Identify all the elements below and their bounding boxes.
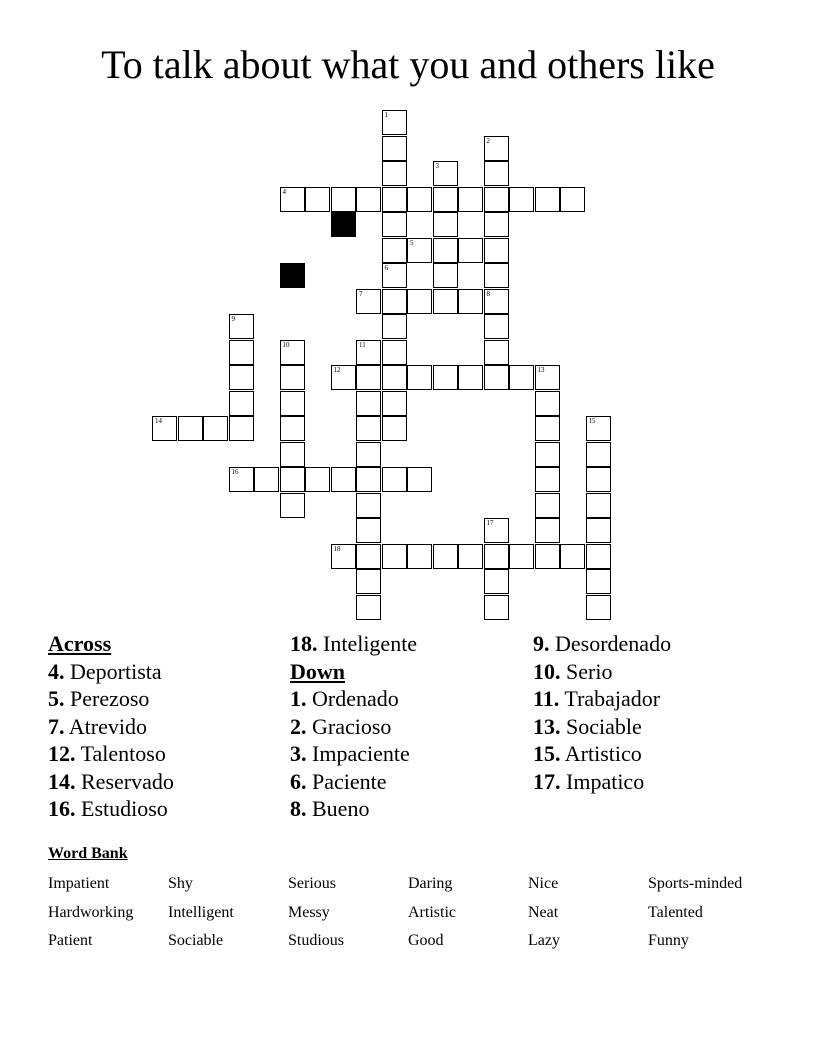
crossword-cell[interactable]: [356, 187, 381, 212]
crossword-cell[interactable]: [433, 289, 458, 314]
clue-text: Perezoso: [70, 686, 150, 711]
down-clue: [290, 768, 417, 796]
crossword-cell[interactable]: [331, 467, 356, 492]
cell-number: 16: [231, 468, 239, 476]
crossword-cell[interactable]: [535, 416, 560, 441]
crossword-cell[interactable]: [382, 365, 407, 390]
clue-text: Inteligente: [323, 631, 418, 656]
crossword-cell[interactable]: [535, 391, 560, 416]
crossword-cell[interactable]: [178, 416, 203, 441]
crossword-cell[interactable]: [356, 365, 381, 390]
crossword-cell[interactable]: [382, 238, 407, 263]
clue-text: Artistico: [564, 741, 642, 766]
crossword-cell[interactable]: [560, 187, 585, 212]
crossword-cell[interactable]: [356, 518, 381, 543]
clue-text: Talentoso: [80, 741, 166, 766]
clue-text: Sociable: [566, 713, 642, 739]
crossword-cell[interactable]: [535, 493, 560, 518]
crossword-cell[interactable]: [586, 544, 611, 569]
clue-number: 15.: [533, 741, 561, 766]
page-title: To talk about what you and others like: [101, 42, 715, 87]
cell-number: 11: [359, 340, 366, 349]
crossword-cell[interactable]: [433, 212, 458, 237]
word-bank-word: Impatient: [48, 875, 110, 892]
crossword-cell[interactable]: [382, 416, 407, 441]
crossword-cell[interactable]: [229, 416, 254, 441]
crossword-cell[interactable]: [586, 595, 611, 620]
crossword-cell[interactable]: [331, 365, 356, 390]
clue-number: 18.: [290, 631, 318, 656]
crossword-cell[interactable]: [382, 544, 407, 569]
cell-number: 1: [384, 111, 388, 119]
crossword-cell[interactable]: [407, 289, 432, 314]
crossword-cell[interactable]: [484, 238, 509, 263]
clue-text: Serio: [566, 658, 613, 684]
across-clue: [290, 630, 417, 658]
down-clue: [533, 768, 671, 796]
crossword-cell[interactable]: [535, 467, 560, 492]
crossword-cell[interactable]: [331, 187, 356, 212]
across-clue: [48, 740, 174, 768]
crossword-cell[interactable]: [535, 544, 560, 569]
clue-number: 7.: [48, 713, 65, 739]
crossword-cell[interactable]: [484, 263, 509, 288]
word-bank-title: Word Bank: [48, 845, 128, 862]
clue-text: Trabajador: [564, 686, 661, 711]
word-bank-word: Talented: [648, 903, 703, 921]
crossword-cell[interactable]: [152, 416, 177, 441]
clues-column-1: [48, 630, 174, 823]
cell-number: 12: [333, 366, 341, 374]
word-bank-word: Daring: [408, 875, 453, 892]
clue-text: Paciente: [312, 768, 387, 794]
crossword-cell[interactable]: [203, 416, 228, 441]
down-clue: [533, 658, 671, 686]
down-clue: [290, 685, 417, 713]
crossword-cell[interactable]: [433, 263, 458, 288]
crossword-cell[interactable]: [356, 493, 381, 518]
crossword-cell[interactable]: [458, 289, 483, 314]
crossword-cell[interactable]: [509, 544, 534, 569]
across-clue: [48, 685, 174, 713]
clue-number: 14.: [48, 768, 76, 794]
clue-number: 9.: [533, 631, 550, 656]
crossword-cell[interactable]: [331, 544, 356, 569]
crossword-cell[interactable]: [280, 340, 305, 365]
down-clue: [290, 795, 417, 823]
crossword-cell[interactable]: [560, 544, 585, 569]
cell-number: 18: [333, 544, 341, 553]
word-bank-word: Messy: [288, 903, 330, 921]
crossword-cell[interactable]: [382, 391, 407, 416]
crossword-cell[interactable]: [484, 569, 509, 594]
word-bank-word: Studious: [288, 932, 345, 949]
crossword-cell[interactable]: [382, 212, 407, 237]
crossword-cell[interactable]: [356, 416, 381, 441]
word-bank-word: Nice: [528, 875, 559, 892]
crossword-cell[interactable]: [407, 238, 432, 263]
clue-text: Impatico: [566, 768, 645, 794]
crossword-cell[interactable]: [382, 110, 407, 135]
crossword-cell[interactable]: [586, 442, 611, 467]
crossword-cell[interactable]: [433, 187, 458, 212]
crossword-cell[interactable]: [586, 569, 611, 594]
down-clue: [533, 740, 671, 768]
crossword-cell[interactable]: [484, 518, 509, 543]
clue-text: Estudioso: [81, 796, 168, 821]
cell-number: 10: [282, 340, 290, 349]
cell-number: 6: [384, 264, 388, 272]
crossword-cell[interactable]: [356, 569, 381, 594]
crossword-cell[interactable]: [433, 161, 458, 186]
word-bank-word: Patient: [48, 932, 93, 949]
crossword-cell[interactable]: [356, 442, 381, 467]
clues-column-3: [533, 630, 671, 795]
word-bank-word: Shy: [168, 875, 193, 892]
crossword-cell[interactable]: [356, 340, 381, 365]
across-clue: [48, 768, 174, 796]
crossword-cell[interactable]: [484, 212, 509, 237]
crossword-black-cell: [280, 263, 305, 288]
cell-number: 15: [588, 417, 596, 425]
crossword-cell[interactable]: [280, 365, 305, 390]
clue-text: Reservado: [81, 768, 174, 794]
cell-number: 5: [410, 238, 414, 247]
crossword-cell[interactable]: [382, 263, 407, 288]
clue-number: 17.: [533, 768, 561, 794]
crossword-cell[interactable]: [586, 493, 611, 518]
crossword-cell[interactable]: [484, 136, 509, 161]
across-clue: [48, 713, 174, 741]
crossword-cell[interactable]: [382, 161, 407, 186]
crossword-cell[interactable]: [356, 391, 381, 416]
clue-text: Impaciente: [312, 741, 410, 766]
crossword-cell[interactable]: [458, 238, 483, 263]
clue-number: 10.: [533, 658, 561, 684]
crossword-cell[interactable]: [356, 544, 381, 569]
clue-text: Gracioso: [312, 713, 392, 739]
crossword-cell[interactable]: [484, 595, 509, 620]
crossword-cell[interactable]: [535, 187, 560, 212]
crossword-cell[interactable]: [305, 187, 330, 212]
cell-number: 14: [155, 417, 162, 425]
across-clue: [48, 658, 174, 686]
crossword-cell[interactable]: [458, 544, 483, 569]
clue-number: 8.: [290, 796, 307, 821]
crossword-cell[interactable]: [433, 365, 458, 390]
crossword-cell[interactable]: [535, 518, 560, 543]
cell-number: 17: [486, 519, 494, 527]
word-bank-word: Hardworking: [48, 903, 134, 921]
crossword-cell[interactable]: [382, 467, 407, 492]
down-clue: [533, 630, 671, 658]
clue-text: Desordenado: [555, 631, 672, 656]
crossword-cell[interactable]: [407, 467, 432, 492]
crossword-cell[interactable]: [382, 314, 407, 339]
clue-text: Deportista: [70, 658, 162, 684]
crossword-cell[interactable]: [509, 365, 534, 390]
crossword-cell[interactable]: [382, 136, 407, 161]
crossword-cell[interactable]: [484, 340, 509, 365]
crossword-cell[interactable]: [586, 416, 611, 441]
clue-number: 13.: [533, 713, 561, 739]
crossword-cell[interactable]: [229, 467, 254, 492]
crossword-cell[interactable]: [458, 187, 483, 212]
clue-number: 2.: [290, 713, 307, 739]
crossword-cell[interactable]: [382, 289, 407, 314]
cell-number: 8: [486, 289, 490, 298]
crossword-cell[interactable]: [535, 442, 560, 467]
crossword-cell[interactable]: [433, 238, 458, 263]
crossword-cell[interactable]: [382, 340, 407, 365]
clue-number: 3.: [290, 741, 307, 766]
crossword-cell[interactable]: [484, 365, 509, 390]
crossword-cell[interactable]: [280, 187, 305, 212]
cell-number: 3: [435, 162, 439, 170]
word-bank-word: Good: [408, 932, 444, 949]
crossword-cell[interactable]: [586, 467, 611, 492]
crossword-cell[interactable]: [356, 467, 381, 492]
crossword-cell[interactable]: [305, 467, 330, 492]
clue-number: 5.: [48, 686, 65, 711]
down-clue: [290, 713, 417, 741]
clue-text: Ordenado: [312, 686, 399, 711]
crossword-cell[interactable]: [535, 365, 560, 390]
crossword-cell[interactable]: [356, 289, 381, 314]
word-bank-word: Artistic: [408, 903, 456, 921]
down-clue: [533, 713, 671, 741]
crossword-cell[interactable]: [229, 365, 254, 390]
crossword-cell[interactable]: [280, 493, 305, 518]
crossword-cell[interactable]: [484, 314, 509, 339]
crossword-black-cell: [331, 212, 356, 237]
word-bank-word: Neat: [528, 903, 559, 921]
crossword-cell[interactable]: [356, 595, 381, 620]
crossword-cell[interactable]: [280, 467, 305, 492]
crossword-cell[interactable]: [484, 161, 509, 186]
crossword-cell[interactable]: [484, 544, 509, 569]
crossword-cell[interactable]: [407, 544, 432, 569]
crossword-cell[interactable]: [407, 187, 432, 212]
cell-number: 13: [537, 366, 545, 374]
down-heading: Down: [290, 658, 346, 684]
down-clue: [533, 685, 671, 713]
crossword-cell[interactable]: [458, 365, 483, 390]
word-bank-word: Sociable: [168, 932, 224, 949]
cell-number: 9: [231, 315, 235, 323]
crossword-cell[interactable]: [382, 187, 407, 212]
crossword-cell[interactable]: [433, 544, 458, 569]
word-bank-word: Lazy: [528, 932, 560, 949]
crossword-cell[interactable]: [586, 518, 611, 543]
word-bank-word: Sports-minded: [648, 875, 743, 892]
crossword-cell[interactable]: [280, 442, 305, 467]
down-clue: [290, 740, 417, 768]
clue-number: 16.: [48, 796, 76, 821]
clues-column-2: [290, 630, 417, 823]
crossword-cell[interactable]: [229, 314, 254, 339]
clue-number: 11.: [533, 686, 560, 711]
clue-number: 1.: [290, 686, 307, 711]
word-bank-word: Serious: [288, 875, 336, 892]
clue-text: Atrevido: [68, 713, 147, 739]
crossword-cell[interactable]: [407, 365, 432, 390]
across-heading: Across: [48, 631, 112, 656]
crossword-cell[interactable]: [484, 187, 509, 212]
cell-number: 7: [359, 289, 363, 298]
crossword-cell[interactable]: [509, 187, 534, 212]
cell-number: 2: [486, 136, 490, 145]
crossword-cell[interactable]: [280, 391, 305, 416]
clue-number: 4.: [48, 658, 65, 684]
cell-number: 4: [282, 187, 286, 196]
crossword-cell[interactable]: [254, 467, 279, 492]
crossword-cell[interactable]: [280, 416, 305, 441]
word-bank-word: Funny: [648, 932, 689, 949]
word-bank-word: Intelligent: [168, 903, 234, 921]
clue-text: Bueno: [312, 796, 370, 821]
crossword-cell[interactable]: [229, 391, 254, 416]
clue-number: 6.: [290, 768, 307, 794]
crossword-cell[interactable]: [484, 289, 509, 314]
crossword-cell[interactable]: [229, 340, 254, 365]
across-clue: [48, 795, 174, 823]
clue-number: 12.: [48, 741, 76, 766]
